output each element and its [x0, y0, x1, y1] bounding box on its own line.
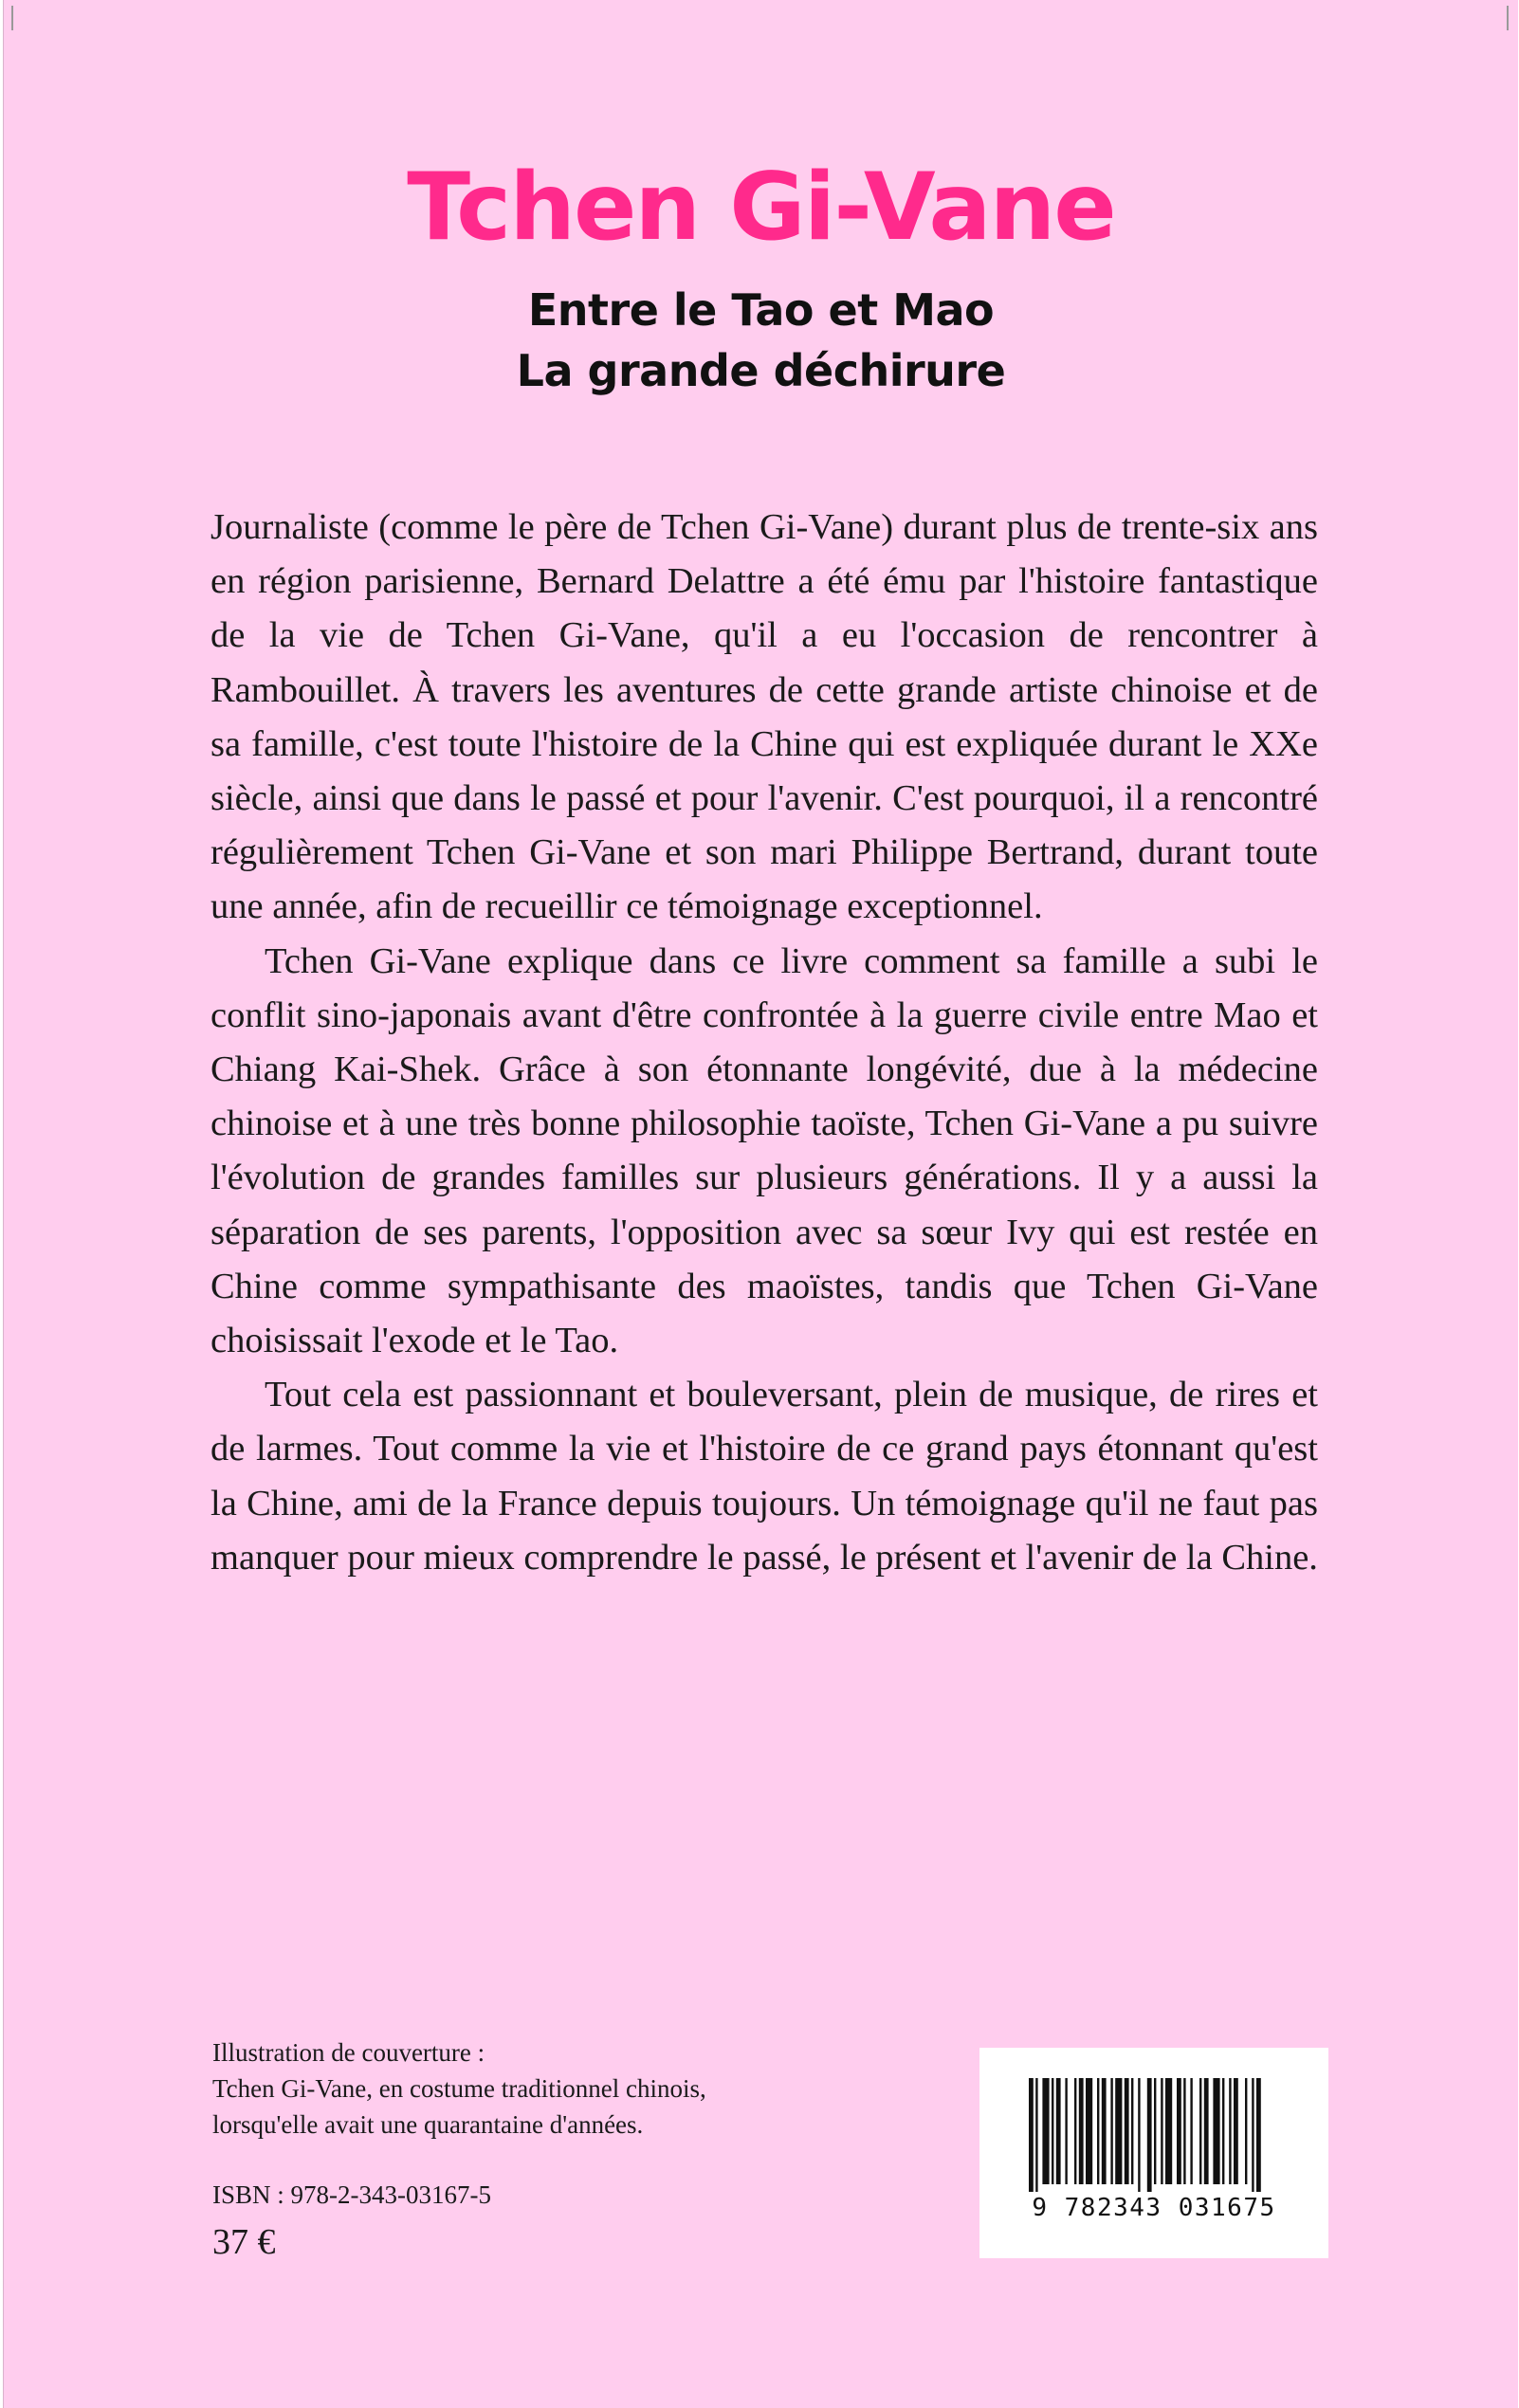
isbn: ISBN : 978-2-343-03167-5 — [212, 2180, 491, 2209]
barcode-bar — [1213, 2078, 1219, 2184]
barcode-bar — [1029, 2078, 1034, 2192]
barcode-bar — [1086, 2078, 1092, 2184]
blurb-paragraph-3: Tout cela est passionnant et bouleversant, plein de musique, de rires et de larmes. Tout comme la vie et l'histoire de ce grand pays étonnant qu'est la Chine, ami de la France depuis toujours. Un témoignage qu'il ne faut pas manquer pour mieux comprendre le passé, le présent et l'avenir de la Chine. — [210, 1375, 1318, 1578]
barcode-bar — [1204, 2078, 1209, 2184]
barcode-bar — [1256, 2078, 1261, 2192]
barcode-bar — [1052, 2078, 1053, 2184]
barcode-bar — [1065, 2078, 1067, 2184]
barcode-bar — [1138, 2078, 1140, 2192]
barcode-bar — [1229, 2078, 1231, 2184]
price: 37 € — [212, 2222, 276, 2262]
back-cover — [3, 0, 1518, 2408]
barcode-bar — [1079, 2078, 1084, 2184]
credit-line-2: Tchen Gi-Vane, en costume traditionnel chinois, — [212, 2074, 706, 2103]
barcode-bar — [1147, 2078, 1152, 2192]
blurb — [210, 501, 1318, 1585]
barcode-bar — [1161, 2078, 1162, 2184]
barcode-bar — [1165, 2078, 1172, 2184]
barcode-bar — [1131, 2078, 1133, 2184]
credit-line-3: lorsqu'elle avait une quarantaine d'années. — [212, 2110, 644, 2139]
book-title: Tchen Gi-Vane — [407, 154, 1115, 262]
barcode-bar — [1056, 2078, 1061, 2184]
barcode-bar — [1234, 2078, 1238, 2184]
barcode-bar — [1035, 2078, 1037, 2192]
barcode-bar — [1102, 2078, 1107, 2184]
barcode-bar — [1097, 2078, 1099, 2184]
blurb-paragraph-2: Tchen Gi-Vane explique dans ce livre comment sa famille a subi le conflit sino-japonais avant d'être confrontée à la guerre civile entre Mao et Chiang Kai-Shek. Grâce à son étonnante longévité, due à la médecine chinoise et à une très bonne philosophie taoïste, Tchen Gi-Vane a pu suivre l'évolution de grandes familles sur plusieurs générations. Il y a aussi la séparation de ses parents, l'opposition avec sa sœur Ivy qui est restée en Chine comme sympathisante des maoïstes, tandis que Tchen Gi-Vane choisissait l'exode et le Tao. — [210, 940, 1318, 1361]
crop-mark-right — [1507, 6, 1509, 30]
crop-mark-left — [11, 6, 13, 30]
barcode-bar — [1222, 2078, 1224, 2184]
barcode-bar — [1115, 2078, 1122, 2184]
barcode-bar — [1245, 2078, 1247, 2184]
credit-line-1: Illustration de couverture : — [212, 2038, 485, 2067]
barcode-bar — [1199, 2078, 1201, 2184]
barcode-bar — [1125, 2078, 1129, 2184]
barcode-bar — [1074, 2078, 1076, 2184]
barcode-bar — [1110, 2078, 1112, 2184]
barcode-bar — [1183, 2078, 1185, 2184]
cover-illustration-credit — [212, 2034, 933, 2143]
blurb-paragraph-1: Journaliste (comme le père de Tchen Gi-Vane) durant plus de trente-six ans en région parisienne, Bernard Delattre a été ému par l'histoire fantastique de la vie de Tchen Gi-Vane, qu'il a eu l'occasion de rencontrer à Rambouillet. À travers les aventures de cette grande artiste chinoise et de sa famille, c'est toute l'histoire de la Chine qui est expliquée durant le XXe siècle, ainsi que dans le passé et pour l'avenir. C'est pourquoi, il a rencontré régulièrement Tchen Gi-Vane et son mari Philippe Bertrand, durant toute une année, afin de recueillir ce témoignage exceptionnel. — [210, 507, 1318, 927]
barcode-bar — [1042, 2078, 1049, 2184]
barcode-digits: 9 782343 031675 — [1032, 2194, 1276, 2222]
book-subtitle-line2: La grande déchirure — [516, 345, 1006, 396]
barcode-bar — [1154, 2078, 1156, 2184]
barcode-bar — [1190, 2078, 1192, 2184]
barcode-bars — [1029, 2078, 1279, 2192]
barcode — [979, 2048, 1328, 2258]
barcode-bar — [1252, 2078, 1254, 2192]
book-subtitle-line1: Entre le Tao et Mao — [527, 284, 995, 336]
barcode-bar — [1177, 2078, 1181, 2184]
